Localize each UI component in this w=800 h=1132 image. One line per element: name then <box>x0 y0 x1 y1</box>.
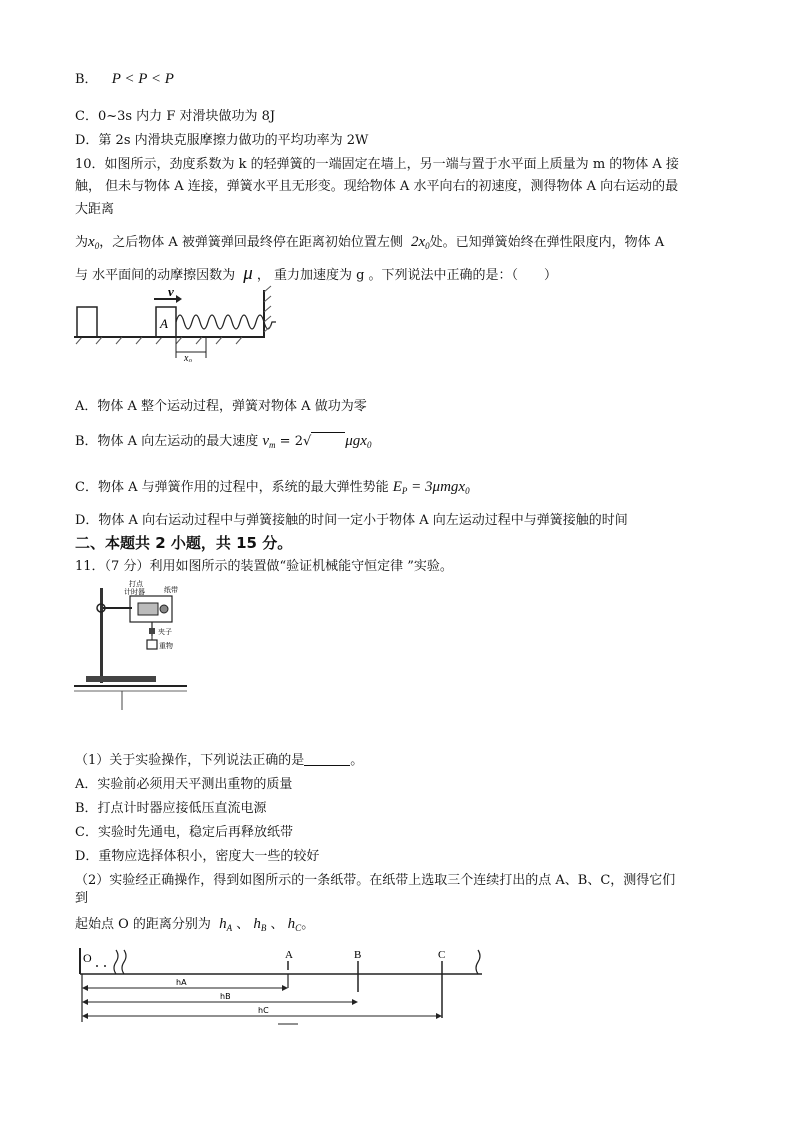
answer-blank <box>304 753 350 766</box>
q10-option-b-tail: μgx <box>345 433 367 449</box>
q10-x0-sub: 0 <box>94 241 100 251</box>
tape-point-a: A <box>285 949 293 961</box>
q11-part2-end: 。 <box>301 917 315 932</box>
timer-knob <box>160 605 168 613</box>
q10-ep: E <box>392 479 402 495</box>
velocity-arrowhead <box>176 295 182 303</box>
q10-option-b-text: B．物体 A 向左运动的最大速度 <box>75 434 259 449</box>
q9-option-d: D．第 2s 内滑块克服摩擦力做功的平均功率为 2W <box>75 133 369 148</box>
q11-option-c: C．实验时先通电，稳定后再释放纸带 <box>75 825 293 840</box>
tape-point-o: O <box>83 951 92 965</box>
q10-stem5-b: ， 重力加速度为 g 。下列说法中正确的是：（ ） <box>256 268 558 283</box>
q10-stem4-c: 处。已知弹簧始终在弹性限度内，物体 A <box>429 235 665 250</box>
spring-block-figure <box>72 282 282 362</box>
q11-option-d: D．重物应选择体积小，密度大一些的较好 <box>75 849 320 864</box>
q11-hb-sub: B <box>260 923 267 933</box>
q10-mu: μ <box>243 263 253 284</box>
timer-body <box>138 603 158 615</box>
apparatus-figure <box>72 578 192 713</box>
stand-base <box>86 676 156 682</box>
q11-part2-line1: （2）实验经正确操作，得到如图所示的一条纸带。在纸带上选取三个连续打出的点 A、B、C，测得它们 <box>75 873 676 888</box>
q11-option-a: A．实验前必须用天平测出重物的质量 <box>75 777 293 792</box>
hc-label: hC <box>258 1006 269 1015</box>
q10-option-c <box>75 478 470 500</box>
stand-rod <box>100 588 103 683</box>
tape-label: 纸带 <box>164 586 178 594</box>
q10-option-b-tail-sub: 0 <box>366 440 372 450</box>
q9-option-b-expr: P < P < P <box>111 71 174 87</box>
q11-part1 <box>75 752 363 770</box>
sqrt-bar <box>311 432 345 447</box>
paper-tape-figure <box>72 944 492 1034</box>
q11-stem: 11．（7 分）利用如图所示的装置做“验证机械能守恒定律 ”实验。 <box>75 559 453 574</box>
q10-option-b <box>75 432 371 454</box>
q11-hb: h <box>253 916 261 932</box>
sep-2: 、 <box>270 917 284 932</box>
q10-ep-sub: P <box>401 486 408 496</box>
timer-label-1: 打点 <box>129 580 143 588</box>
q10-stem4-b: ，之后物体 A 被弹簧弹回最终停在距离初始位置左侧 <box>99 235 403 250</box>
tape-break <box>114 950 126 974</box>
section-heading: 二、本题共 2 小题，共 15 分。 <box>75 534 293 552</box>
hb-label: hB <box>220 992 231 1001</box>
q10-stem-line3: 大距离 <box>75 202 115 217</box>
q11-part2-line3 <box>75 915 314 937</box>
floor-hatching <box>76 337 242 344</box>
q9-option-c: C．0~3s 内力 F 对滑块做功为 8J <box>75 109 276 124</box>
q11-hc: h <box>287 916 296 932</box>
q11-ha-sub: A <box>226 923 233 933</box>
q11-ha: h <box>219 916 227 932</box>
q10-x0: x <box>88 234 95 250</box>
q10-vm-sub: m <box>269 440 276 450</box>
q11-part2-text: 起始点 O 的距离分别为 <box>75 917 211 932</box>
ha-label: hA <box>176 978 187 987</box>
q11-part2-line2: 到 <box>75 891 89 906</box>
weight-label: 重物 <box>159 642 173 650</box>
tape-point-b: B <box>354 949 362 961</box>
q10-option-c-text: C．物体 A 与弹簧作用的过程中，系统的最大弹性势能 <box>75 480 389 495</box>
q10-stem4-a: 为 <box>75 235 89 250</box>
q10-stem-line1: 10．如图所示，劲度系数为 k 的轻弹簧的一端固定在墙上，另一端与置于水平面上质量为 m 的物体 A 接 <box>75 157 679 172</box>
q10-vm: v <box>262 433 270 449</box>
spring <box>176 315 276 329</box>
tape-point-c: C <box>438 949 446 961</box>
q11-option-b: B．打点计时器应接低压直流电源 <box>75 801 267 816</box>
q10-option-a: A．物体 A 整个运动过程，弹簧对物体 A 做功为零 <box>75 399 367 414</box>
timer-label-2: 计时器 <box>124 588 145 596</box>
x0-label: x₀ <box>184 353 192 362</box>
q11-part1-end: 。 <box>350 753 364 768</box>
q10-stem5-a: 与 水平面间的动摩擦因数为 <box>75 268 236 283</box>
tape-right-break <box>476 950 480 974</box>
sep-1: 、 <box>236 917 250 932</box>
velocity-label: v <box>168 284 174 299</box>
q10-2x0: 2x <box>410 234 426 250</box>
q10-stem-line2: 触， 但未与物体 A 连接，弹簧水平且无形变。现给物体 A 水平向右的初速度，测得物体 A 向右运动的最 <box>75 179 679 194</box>
ghost-block <box>77 307 97 337</box>
block-a-label: A <box>160 316 168 331</box>
q10-option-c-eq: = 3μmgx <box>407 479 466 495</box>
q9-option-b-label: B． <box>75 72 98 87</box>
q10-option-b-eq: = 2√ <box>275 434 312 449</box>
q10-stem-line4 <box>75 233 664 255</box>
q10-option-c-eq-sub: 0 <box>465 486 470 496</box>
weight <box>147 640 157 649</box>
q10-option-d: D．物体 A 向右运动过程中与弹簧接触的时间一定小于物体 A 向左运动过程中与弹簧接触的时间 <box>75 513 628 528</box>
clip-label: 夹子 <box>158 628 172 636</box>
clip <box>149 628 155 634</box>
q11-hc-sub: C <box>295 923 302 933</box>
q9-option-b <box>75 70 174 89</box>
q11-part1-text: （1）关于实验操作，下列说法正确的是 <box>75 753 305 768</box>
q10-2x0-sub: 0 <box>425 241 430 251</box>
